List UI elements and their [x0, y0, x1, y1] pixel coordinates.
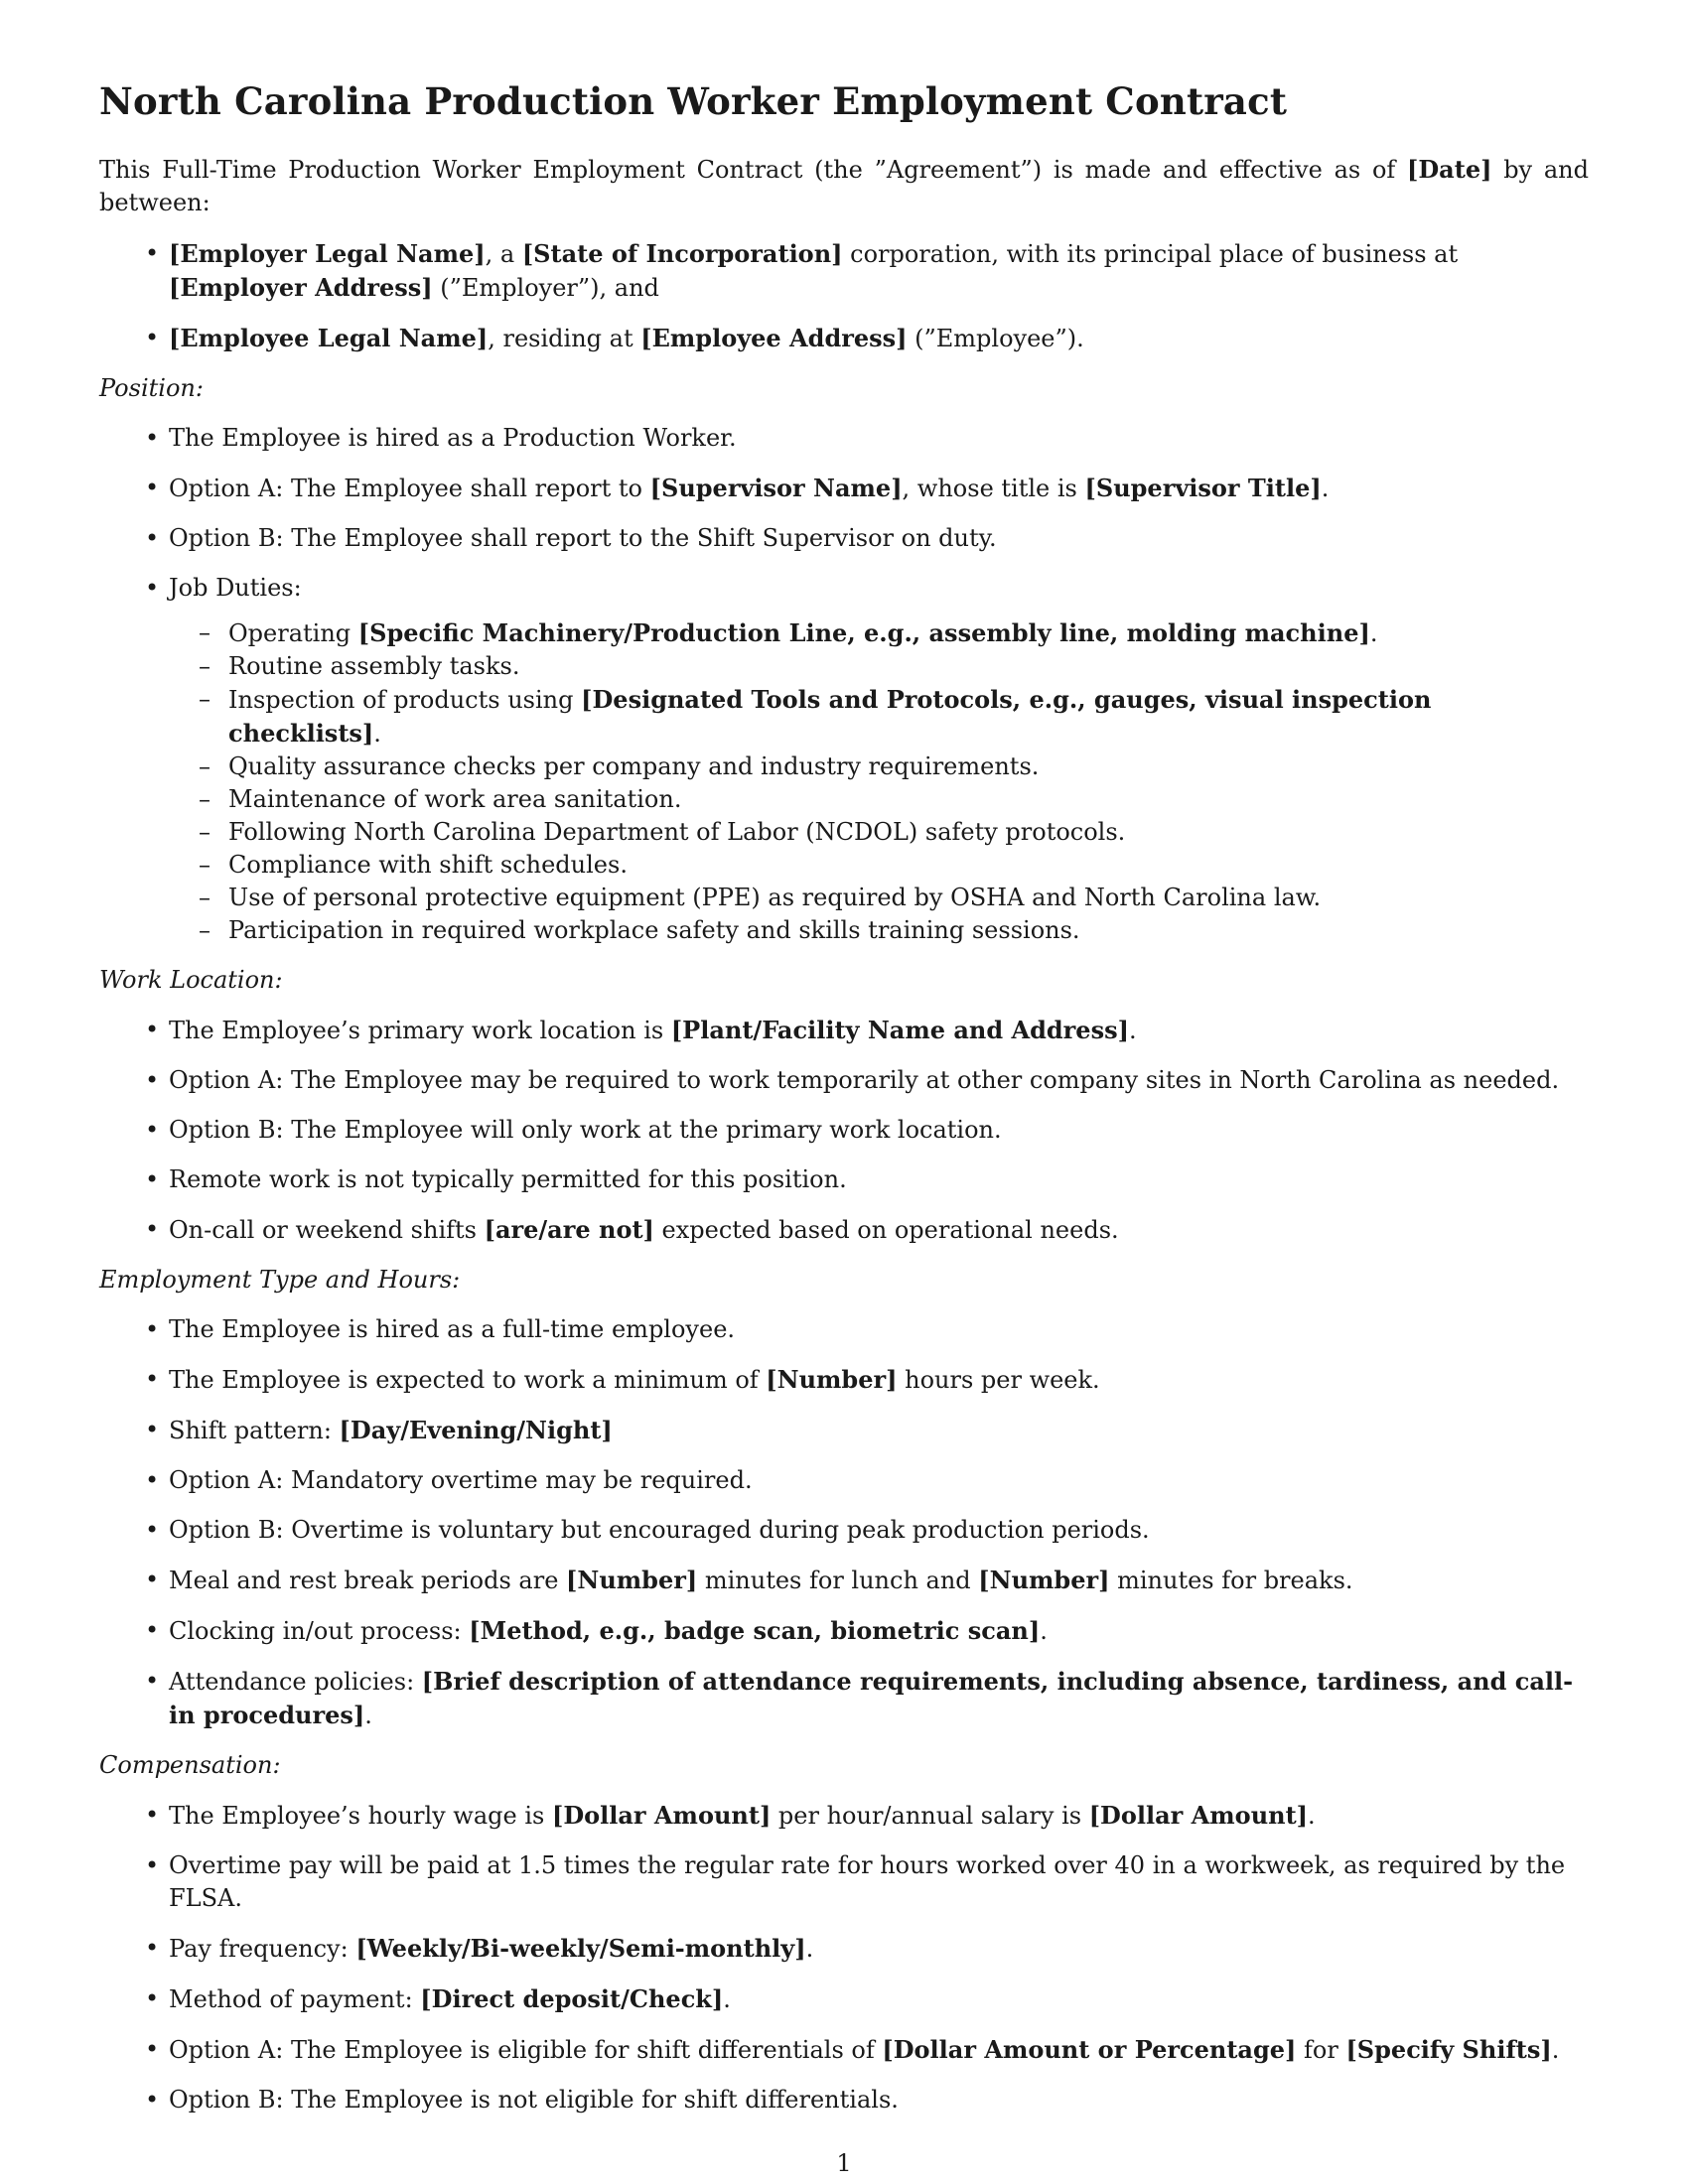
list-item: • The Employee is hired as a Production Worker. [169, 422, 1589, 455]
job-duties-label: Job Duties: [169, 574, 302, 602]
parties-list [99, 237, 1589, 355]
list-item: • Shift pattern: [Day/Evening/Night] [169, 1414, 1589, 1447]
list-item: • Clocking in/out process: [Method, e.g., badge scan, biometric scan]. [169, 1614, 1589, 1648]
placeholder-date: [Date] [1407, 155, 1492, 184]
duty-item: – Participation in required workplace safety and skills training sessions. [228, 914, 1589, 947]
list-item: • Option B: The Employee shall report to the Shift Supervisor on duty. [169, 522, 1589, 555]
page-number: 1 [836, 2149, 852, 2177]
list-item: • Option A: The Employee shall report to [Supervisor Name], whose title is [Supervisor Title]. [169, 472, 1589, 505]
compensation-list [99, 1799, 1589, 2116]
duty-item: – Maintenance of work area sanitation. [228, 783, 1589, 816]
duty-item: – Compliance with shift schedules. [228, 849, 1589, 882]
party-employee: • [Employee Legal Name], residing at [Employee Address] (”Employee”). [169, 322, 1589, 355]
list-item: • The Employee’s primary work location is [Plant/Facility Name and Address]. [169, 1014, 1589, 1047]
list-item: • The Employee is expected to work a minimum of [Number] hours per week. [169, 1363, 1589, 1397]
duty-item: – Following North Carolina Department of Labor (NCDOL) safety protocols. [228, 816, 1589, 849]
duty-item: – Routine assembly tasks. [228, 650, 1589, 683]
position-list [99, 422, 1589, 947]
employment-hours-list [99, 1313, 1589, 1732]
list-item: • Method of payment: [Direct deposit/Check]. [169, 1982, 1589, 2016]
list-item: • Option A: The Employee may be required to work temporarily at other company sites in North Carolina as needed. [169, 1064, 1589, 1097]
list-item: • Option B: The Employee is not eligible for shift differentials. [169, 2084, 1589, 2116]
list-item: • On-call or weekend shifts [are/are not] expected based on operational needs. [169, 1213, 1589, 1247]
duty-item: – Use of personal protective equipment (PPE) as required by OSHA and North Carolina law. [228, 882, 1589, 914]
intro-paragraph: This Full-Time Production Worker Employment Contract (the ”Agreement”) is made and effective as of [Date] by and between: [99, 155, 1589, 216]
list-item: • Overtime pay will be paid at 1.5 times the regular rate for hours worked over 40 in a workweek, as required by the FLSA. [169, 1849, 1589, 1915]
list-item: • Option A: Mandatory overtime may be required. [169, 1464, 1589, 1497]
work-location-list [99, 1014, 1589, 1247]
list-item: • The Employee is hired as a full-time employee. [169, 1313, 1589, 1346]
duty-item: – Inspection of products using [Designated Tools and Protocols, e.g., gauges, visual inspection checklists]. [228, 683, 1589, 751]
section-heading-work-location: Work Location: [99, 966, 283, 994]
party-employer: • [Employer Legal Name], a [State of Incorporation] corporation, with its principal place of business at [Employer Address] (”Employer”), and [169, 237, 1589, 305]
list-item: • Attendance policies: [Brief description of attendance requirements, including absence, tardiness, and call-in procedures]. [169, 1665, 1589, 1732]
list-item: • The Employee’s hourly wage is [Dollar Amount] per hour/annual salary is [Dollar Amount]. [169, 1799, 1589, 1833]
job-duties-item [169, 572, 1589, 947]
document-page [99, 79, 1589, 2133]
section-heading-compensation: Compensation: [99, 1751, 281, 1779]
section-heading-employment-hours: Employment Type and Hours: [99, 1266, 461, 1294]
list-item: • Option A: The Employee is eligible for shift differentials of [Dollar Amount or Percentage] for [Specify Shifts]. [169, 2033, 1589, 2067]
duty-item: – Quality assurance checks per company and industry requirements. [228, 751, 1589, 783]
list-item: • Option B: Overtime is voluntary but encouraged during peak production periods. [169, 1514, 1589, 1547]
document-title: North Carolina Production Worker Employment Contract [99, 79, 1288, 123]
job-duties-list [169, 616, 1589, 947]
list-item: • Pay frequency: [Weekly/Bi-weekly/Semi-monthly]. [169, 1932, 1589, 1966]
section-heading-position: Position: [99, 374, 204, 402]
list-item: • Meal and rest break periods are [Number] minutes for lunch and [Number] minutes for breaks. [169, 1564, 1589, 1597]
list-item: • Option B: The Employee will only work at the primary work location. [169, 1114, 1589, 1147]
duty-item: – Operating [Specific Machinery/Production Line, e.g., assembly line, molding machine]. [228, 616, 1589, 650]
list-item: • Remote work is not typically permitted for this position. [169, 1163, 1589, 1196]
